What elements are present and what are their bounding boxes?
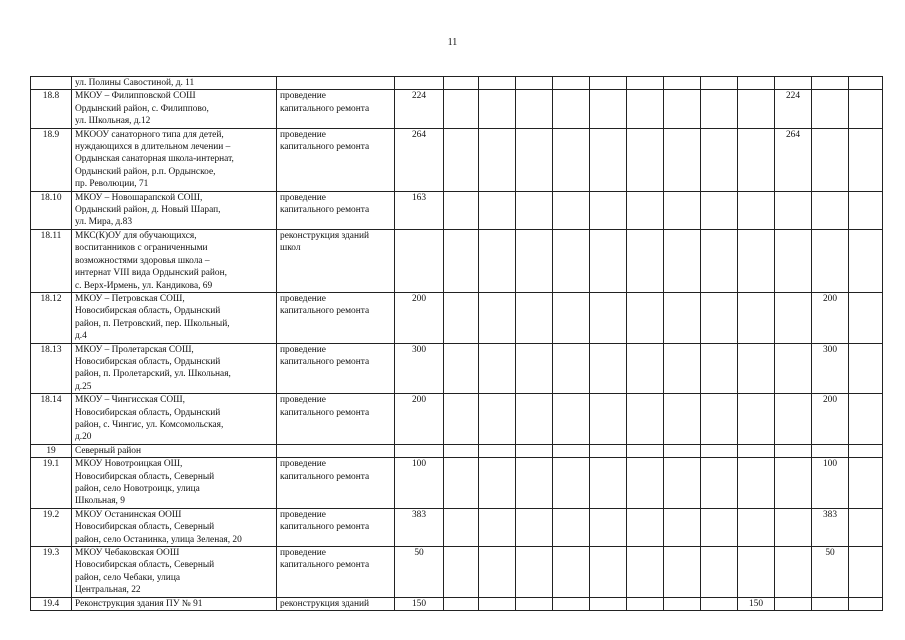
year-amount-cell <box>775 77 812 90</box>
year-amount-cell <box>444 597 479 610</box>
year-amount-cell <box>444 90 479 128</box>
year-amount-cell <box>775 229 812 292</box>
year-amount-cell <box>664 508 701 546</box>
object-name-line: район, село Чебаки, улица <box>75 572 180 583</box>
year-amount-cell <box>590 77 627 90</box>
total-amount: 300 <box>395 343 444 394</box>
work-type-line: капитального ремонта <box>280 142 370 153</box>
year-amount-cell <box>664 547 701 598</box>
object-name-line: Ордынский район, с. Филиппово, <box>75 103 209 114</box>
year-amount-cell <box>627 343 664 394</box>
object-name-line: с. Верх-Ирмень, ул. Кандикова, 69 <box>75 280 213 291</box>
object-name-line: Реконструкция здания ПУ № 91 <box>75 598 203 609</box>
year-amount-cell <box>590 292 627 343</box>
year-amount-cell <box>479 444 516 457</box>
year-amount-cell: 50 <box>812 547 849 598</box>
work-type <box>277 458 395 509</box>
table-row <box>31 458 883 509</box>
object-name-line: д.4 <box>75 331 87 342</box>
table-row <box>31 394 883 445</box>
row-number: 18.14 <box>31 394 72 445</box>
row-number <box>31 77 72 90</box>
object-name-line: Школьная, 9 <box>75 496 125 507</box>
year-amount-cell <box>444 444 479 457</box>
work-type <box>277 444 395 457</box>
object-name-line: Центральная, 22 <box>75 585 141 596</box>
total-amount <box>395 444 444 457</box>
year-amount-cell <box>479 128 516 191</box>
year-amount-cell <box>775 547 812 598</box>
year-amount-cell <box>738 547 775 598</box>
year-amount-cell <box>444 292 479 343</box>
object-name-line: Новосибирская область, Ордынский <box>75 407 221 418</box>
year-amount-cell <box>516 394 553 445</box>
table-row <box>31 128 883 191</box>
year-amount-cell <box>738 77 775 90</box>
total-amount: 200 <box>395 292 444 343</box>
year-amount-cell <box>701 292 738 343</box>
total-amount: 224 <box>395 90 444 128</box>
year-amount-cell <box>701 508 738 546</box>
work-type-line: капитального ремонта <box>280 560 370 571</box>
row-number: 18.13 <box>31 343 72 394</box>
year-amount-cell <box>812 191 849 229</box>
year-amount-cell <box>664 90 701 128</box>
year-amount-cell <box>444 458 479 509</box>
year-amount-cell <box>479 394 516 445</box>
table-row <box>31 191 883 229</box>
year-amount-cell <box>738 444 775 457</box>
object-name-line: МКОУ Новотроицкая ОШ, <box>75 459 183 470</box>
work-type <box>277 597 395 610</box>
year-amount-cell <box>553 229 590 292</box>
year-amount-cell <box>479 292 516 343</box>
object-name <box>72 458 277 509</box>
total-amount <box>395 229 444 292</box>
year-amount-cell <box>553 90 590 128</box>
year-amount-cell <box>444 191 479 229</box>
year-amount-cell <box>627 547 664 598</box>
year-amount-cell <box>627 458 664 509</box>
year-amount-cell <box>444 77 479 90</box>
work-type <box>277 343 395 394</box>
object-name <box>72 547 277 598</box>
year-amount-cell <box>479 191 516 229</box>
total-amount: 163 <box>395 191 444 229</box>
work-type-line: проведение <box>280 459 326 470</box>
year-amount-cell <box>627 191 664 229</box>
work-type <box>277 292 395 343</box>
year-amount-cell <box>479 343 516 394</box>
year-amount-cell <box>553 191 590 229</box>
year-amount-cell <box>701 597 738 610</box>
year-amount-cell <box>553 547 590 598</box>
year-amount-cell: 300 <box>812 343 849 394</box>
year-amount-cell: 200 <box>812 292 849 343</box>
object-name-line: Новосибирская область, Ордынский <box>75 306 221 317</box>
year-amount-cell: 264 <box>775 128 812 191</box>
year-amount-cell <box>701 394 738 445</box>
object-name-line: Новосибирская область, Ордынский <box>75 356 221 367</box>
table-row <box>31 229 883 292</box>
year-amount-cell <box>479 90 516 128</box>
row-number: 19 <box>31 444 72 457</box>
year-amount-cell <box>701 547 738 598</box>
year-amount-cell <box>738 458 775 509</box>
work-type <box>277 508 395 546</box>
object-name-line: МКОУ – Чингисская СОШ, <box>75 395 185 406</box>
year-amount-cell: 150 <box>738 597 775 610</box>
year-amount-cell <box>516 547 553 598</box>
year-amount-cell <box>701 444 738 457</box>
year-amount-cell <box>627 77 664 90</box>
year-amount-cell <box>849 597 883 610</box>
year-amount-cell <box>627 394 664 445</box>
year-amount-cell <box>516 128 553 191</box>
year-amount-cell <box>553 343 590 394</box>
year-amount-cell <box>738 508 775 546</box>
object-name <box>72 77 277 90</box>
object-name-line: МКОУ – Пролетарская СОШ, <box>75 344 194 355</box>
object-name-line: МКОУ – Филипповской СОШ <box>75 91 196 102</box>
work-type-line: проведение <box>280 91 326 102</box>
table-row <box>31 77 883 90</box>
year-amount-cell <box>553 508 590 546</box>
year-amount-cell <box>775 343 812 394</box>
year-amount-cell <box>553 444 590 457</box>
object-name <box>72 394 277 445</box>
object-name-line: Ордынский район, д. Новый Шарап, <box>75 205 221 216</box>
object-name-line: район, село Останинка, улица Зеленая, 20 <box>75 534 242 545</box>
table-row <box>31 597 883 610</box>
table-row <box>31 444 883 457</box>
year-amount-cell <box>627 229 664 292</box>
year-amount-cell <box>516 508 553 546</box>
year-amount-cell <box>590 343 627 394</box>
year-amount-cell <box>812 128 849 191</box>
year-amount-cell <box>553 77 590 90</box>
year-amount-cell <box>590 547 627 598</box>
year-amount-cell <box>627 90 664 128</box>
year-amount-cell <box>590 191 627 229</box>
year-amount-cell: 224 <box>775 90 812 128</box>
row-number: 18.11 <box>31 229 72 292</box>
work-type-line: капитального ремонта <box>280 205 370 216</box>
work-type-line: капитального ремонта <box>280 306 370 317</box>
row-number: 19.3 <box>31 547 72 598</box>
table-row <box>31 292 883 343</box>
row-number: 18.8 <box>31 90 72 128</box>
year-amount-cell <box>701 90 738 128</box>
total-amount <box>395 77 444 90</box>
page-number: 11 <box>447 37 458 48</box>
year-amount-cell <box>849 229 883 292</box>
year-amount-cell: 100 <box>812 458 849 509</box>
year-amount-cell <box>590 229 627 292</box>
object-name <box>72 343 277 394</box>
year-amount-cell <box>664 444 701 457</box>
year-amount-cell <box>479 458 516 509</box>
object-name-line: район, село Новотроицк, улица <box>75 484 200 494</box>
year-amount-cell <box>664 128 701 191</box>
year-amount-cell <box>812 229 849 292</box>
year-amount-cell <box>479 597 516 610</box>
year-amount-cell <box>775 458 812 509</box>
year-amount-cell <box>479 508 516 546</box>
total-amount: 383 <box>395 508 444 546</box>
year-amount-cell <box>738 292 775 343</box>
year-amount-cell <box>590 508 627 546</box>
work-type <box>277 77 395 90</box>
total-amount: 50 <box>395 547 444 598</box>
object-name <box>72 90 277 128</box>
object-name-line: район, с. Чингис, ул. Комсомольская, <box>75 419 224 430</box>
total-amount: 264 <box>395 128 444 191</box>
year-amount-cell <box>701 229 738 292</box>
work-type <box>277 394 395 445</box>
object-name-line: ул. Полины Савостиной, д. 11 <box>75 78 195 88</box>
work-type-line: проведение <box>280 395 326 406</box>
year-amount-cell <box>849 128 883 191</box>
object-name-line: д.20 <box>75 432 92 443</box>
year-amount-cell <box>664 343 701 394</box>
year-amount-cell <box>590 597 627 610</box>
year-amount-cell <box>664 77 701 90</box>
year-amount-cell <box>812 444 849 457</box>
year-amount-cell <box>553 292 590 343</box>
year-amount-cell <box>516 292 553 343</box>
object-name-line: Ордынский район, р.п. Ордынское, <box>75 166 216 177</box>
work-type <box>277 128 395 191</box>
year-amount-cell <box>812 597 849 610</box>
work-type-line: проведение <box>280 293 326 304</box>
year-amount-cell <box>444 508 479 546</box>
year-amount-cell <box>516 229 553 292</box>
object-name-line: пр. Революции, 71 <box>75 179 149 190</box>
year-amount-cell <box>553 128 590 191</box>
work-type-line: реконструкция зданий <box>280 598 370 609</box>
object-name-line: воспитанников с ограниченными <box>75 243 208 254</box>
row-number: 19.1 <box>31 458 72 509</box>
year-amount-cell <box>516 90 553 128</box>
object-name <box>72 292 277 343</box>
object-name-line: МКООУ санаторного типа для детей, <box>75 129 224 140</box>
year-amount-cell <box>775 191 812 229</box>
year-amount-cell <box>516 444 553 457</box>
object-name-line: Новосибирская область, Северный <box>75 471 215 482</box>
year-amount-cell <box>444 394 479 445</box>
year-amount-cell <box>590 458 627 509</box>
year-amount-cell <box>849 292 883 343</box>
object-name-line: Северный район <box>75 445 141 456</box>
year-amount-cell <box>516 458 553 509</box>
object-name-line: ул. Мира, д.83 <box>75 217 133 228</box>
year-amount-cell <box>738 128 775 191</box>
total-amount: 150 <box>395 597 444 610</box>
year-amount-cell <box>553 597 590 610</box>
object-name-line: Новосибирская область, Северный <box>75 522 215 533</box>
year-amount-cell <box>849 77 883 90</box>
year-amount-cell <box>701 458 738 509</box>
object-name-line: МКОУ – Петровская СОШ, <box>75 293 185 304</box>
year-amount-cell <box>664 191 701 229</box>
work-type-line: реконструкция зданий <box>280 230 370 241</box>
table-row <box>31 508 883 546</box>
year-amount-cell <box>664 394 701 445</box>
work-type <box>277 229 395 292</box>
year-amount-cell <box>444 229 479 292</box>
object-name <box>72 444 277 457</box>
total-amount: 100 <box>395 458 444 509</box>
year-amount-cell <box>444 547 479 598</box>
year-amount-cell <box>849 90 883 128</box>
object-name <box>72 597 277 610</box>
year-amount-cell: 383 <box>812 508 849 546</box>
work-type-line: капитального ремонта <box>280 522 370 533</box>
object-name-line: Ордынская санаторная школа-интернат, <box>75 154 234 165</box>
object-name-line: район, п. Петровский, пер. Школьный, <box>75 318 230 329</box>
year-amount-cell <box>775 444 812 457</box>
year-amount-cell <box>738 191 775 229</box>
work-type-line: капитального ремонта <box>280 103 370 114</box>
row-number: 18.12 <box>31 292 72 343</box>
work-type-line: проведение <box>280 129 326 140</box>
year-amount-cell <box>664 292 701 343</box>
work-type-line: капитального ремонта <box>280 356 370 367</box>
object-name-line: интернат VIII вида Ордынский район, <box>75 268 227 279</box>
year-amount-cell <box>627 128 664 191</box>
year-amount-cell <box>812 77 849 90</box>
year-amount-cell <box>516 343 553 394</box>
object-name-line: МКОУ Чебаковская ООШ <box>75 548 180 559</box>
year-amount-cell <box>664 597 701 610</box>
total-amount: 200 <box>395 394 444 445</box>
work-type <box>277 191 395 229</box>
row-number: 18.10 <box>31 191 72 229</box>
object-name <box>72 229 277 292</box>
table-row <box>31 90 883 128</box>
year-amount-cell <box>849 547 883 598</box>
year-amount-cell: 200 <box>812 394 849 445</box>
object-name-line: нуждающихся в длительном лечении – <box>75 142 231 153</box>
table-row <box>31 547 883 598</box>
year-amount-cell <box>590 444 627 457</box>
year-amount-cell <box>444 343 479 394</box>
row-number: 19.4 <box>31 597 72 610</box>
year-amount-cell <box>812 90 849 128</box>
year-amount-cell <box>627 292 664 343</box>
work-type-line: проведение <box>280 344 326 355</box>
work-type <box>277 90 395 128</box>
work-type-line: проведение <box>280 509 326 520</box>
object-name <box>72 128 277 191</box>
year-amount-cell <box>701 77 738 90</box>
object-name <box>72 191 277 229</box>
year-amount-cell <box>849 458 883 509</box>
year-amount-cell <box>590 90 627 128</box>
financing-table <box>30 76 883 611</box>
year-amount-cell <box>701 128 738 191</box>
table-row <box>31 343 883 394</box>
year-amount-cell <box>444 128 479 191</box>
year-amount-cell <box>479 77 516 90</box>
year-amount-cell <box>849 508 883 546</box>
year-amount-cell <box>849 444 883 457</box>
year-amount-cell <box>627 597 664 610</box>
work-type-line: капитального ремонта <box>280 471 370 482</box>
year-amount-cell <box>701 343 738 394</box>
year-amount-cell <box>738 229 775 292</box>
year-amount-cell <box>516 191 553 229</box>
year-amount-cell <box>738 394 775 445</box>
year-amount-cell <box>664 458 701 509</box>
year-amount-cell <box>701 191 738 229</box>
year-amount-cell <box>627 508 664 546</box>
year-amount-cell <box>553 394 590 445</box>
work-type-line: капитального ремонта <box>280 407 370 418</box>
object-name-line: МКС(К)ОУ для обучающихся, <box>75 230 197 241</box>
object-name-line: район, п. Пролетарский, ул. Школьная, <box>75 369 231 380</box>
year-amount-cell <box>590 128 627 191</box>
year-amount-cell <box>590 394 627 445</box>
year-amount-cell <box>516 77 553 90</box>
year-amount-cell <box>627 444 664 457</box>
work-type-line: проведение <box>280 548 326 559</box>
year-amount-cell <box>775 508 812 546</box>
year-amount-cell <box>775 597 812 610</box>
year-amount-cell <box>738 90 775 128</box>
year-amount-cell <box>775 394 812 445</box>
year-amount-cell <box>849 343 883 394</box>
object-name-line: МКОУ Останинская ООШ <box>75 509 182 520</box>
row-number: 18.9 <box>31 128 72 191</box>
year-amount-cell <box>849 191 883 229</box>
object-name-line: ул. Школьная, д.12 <box>75 116 151 127</box>
work-type-line: проведение <box>280 192 326 203</box>
year-amount-cell <box>738 343 775 394</box>
table-body <box>31 77 883 611</box>
year-amount-cell <box>553 458 590 509</box>
year-amount-cell <box>664 229 701 292</box>
year-amount-cell <box>516 597 553 610</box>
year-amount-cell <box>479 547 516 598</box>
work-type-line: школ <box>280 243 301 254</box>
work-type <box>277 547 395 598</box>
year-amount-cell <box>479 229 516 292</box>
year-amount-cell <box>849 394 883 445</box>
object-name-line: д.25 <box>75 381 92 392</box>
object-name-line: МКОУ – Новошарапской СОШ, <box>75 192 203 203</box>
object-name <box>72 508 277 546</box>
year-amount-cell <box>775 292 812 343</box>
object-name-line: возможностями здоровья школа – <box>75 255 210 266</box>
row-number: 19.2 <box>31 508 72 546</box>
object-name-line: Новосибирская область, Северный <box>75 560 215 571</box>
